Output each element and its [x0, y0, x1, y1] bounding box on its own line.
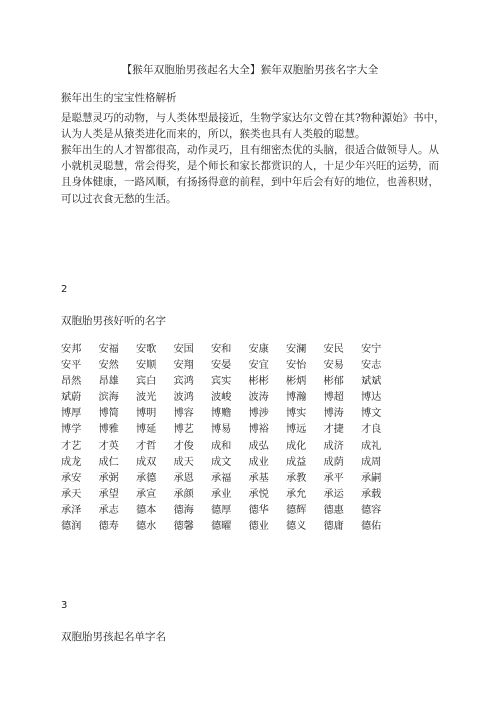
name-cell: 波光	[136, 392, 157, 404]
name-cell: 德华	[248, 504, 269, 516]
name-cell: 彬炳	[286, 376, 307, 388]
name-cell: 承安	[61, 472, 82, 484]
name-cell: 承志	[98, 504, 119, 516]
name-cell: 安志	[361, 360, 382, 372]
name-cell: 博简	[98, 408, 119, 420]
name-cell: 德寿	[98, 521, 119, 533]
name-cell: 博厚	[61, 408, 82, 420]
name-cell: 成龙	[61, 456, 82, 468]
name-cell: 承福	[211, 472, 232, 484]
name-cell: 安歌	[136, 344, 157, 355]
name-cell: 博赡	[211, 408, 232, 420]
name-cell: 成天	[173, 456, 194, 468]
name-cell: 博明	[136, 408, 157, 420]
name-cell: 承德	[136, 472, 157, 484]
name-cell: 承弼	[98, 472, 119, 484]
name-cell: 承基	[248, 472, 269, 484]
name-cell: 德厚	[211, 504, 232, 516]
name-cell: 德本	[136, 504, 157, 516]
name-cell: 安和	[211, 344, 232, 355]
name-cell: 德水	[136, 521, 157, 533]
name-cell: 成双	[136, 456, 157, 468]
name-cell: 博裕	[248, 424, 269, 436]
name-cell: 博学	[61, 424, 82, 436]
name-cell: 博瀚	[286, 392, 307, 404]
name-cell: 昂然	[61, 376, 82, 388]
name-cell: 安翔	[173, 360, 194, 372]
name-cell: 才俊	[173, 440, 194, 452]
page-number-3: 3	[61, 600, 68, 611]
name-cell: 德义	[286, 521, 307, 533]
name-cell: 博易	[211, 424, 232, 436]
name-cell: 成业	[248, 456, 269, 468]
name-cell: 承业	[211, 488, 232, 500]
document-title: 【猴年双胞胎男孩起名大全】猴年双胞胎男孩名字大全	[121, 64, 379, 76]
paragraph-personality: 猴年出生的人才智都很高，动作灵巧，且有细密杰优的头脑，很适合做领导人。从小就机灵聪慧，常会得奖，是个师长和家长都赏识的人，十足少年兴旺的运势，而且身体健康，一路风顺，有扬扬得意的前程，到中年后会有好的地位，也善积财，可以过衣食无愁的生活。	[61, 144, 439, 205]
name-cell: 安晏	[211, 360, 232, 372]
name-cell: 德馨	[173, 521, 194, 533]
name-cell: 波峻	[211, 392, 232, 404]
section-heading-personality: 猴年出生的宝宝性格解析	[61, 92, 177, 104]
name-cell: 安顺	[136, 360, 157, 372]
name-cell: 承宣	[136, 488, 157, 500]
name-cell: 斌斌	[361, 376, 382, 388]
name-cell: 承颜	[173, 488, 194, 500]
name-cell: 承望	[98, 488, 119, 500]
name-cell: 德曜	[211, 521, 232, 533]
name-cell: 承泽	[61, 504, 82, 516]
name-cell: 安康	[248, 344, 269, 355]
name-cell: 彬郁	[323, 376, 344, 388]
name-cell: 博延	[136, 424, 157, 436]
name-cell: 宾鸿	[173, 376, 194, 388]
name-cell: 滨海	[98, 392, 119, 404]
name-cell: 德佑	[361, 521, 382, 533]
name-cell: 成荫	[323, 456, 344, 468]
name-cell: 才哲	[136, 440, 157, 452]
name-cell: 成和	[211, 440, 232, 452]
name-cell: 安澜	[286, 344, 307, 355]
name-cell: 安然	[98, 360, 119, 372]
name-cell: 博容	[173, 408, 194, 420]
name-cell: 博超	[323, 392, 344, 404]
name-cell: 宾实	[211, 376, 232, 388]
name-cell: 承恩	[173, 472, 194, 484]
name-cell: 波涛	[248, 392, 269, 404]
name-cell: 德惠	[323, 504, 344, 516]
name-cell: 安邦	[61, 344, 82, 355]
name-cell: 承运	[323, 488, 344, 500]
name-cell: 成周	[361, 456, 382, 468]
name-cell: 博涉	[248, 408, 269, 420]
name-cell: 承允	[286, 488, 307, 500]
name-cell: 宾白	[136, 376, 157, 388]
name-cell: 才捷	[323, 424, 344, 436]
name-cell: 成益	[286, 456, 307, 468]
name-cell: 博达	[361, 392, 382, 404]
name-cell: 才良	[361, 424, 382, 436]
name-cell: 才英	[98, 440, 119, 452]
name-cell: 博涛	[323, 408, 344, 420]
name-cell: 成仁	[98, 456, 119, 468]
name-cell: 安平	[61, 360, 82, 372]
name-cell: 彬彬	[248, 376, 269, 388]
name-cell: 承教	[286, 472, 307, 484]
name-cell: 安国	[173, 344, 194, 355]
names-grid	[61, 342, 399, 535]
name-cell: 成化	[286, 440, 307, 452]
name-cell: 安宜	[248, 360, 269, 372]
name-cell: 承天	[61, 488, 82, 500]
section-heading-good-names: 双胞胎男孩好听的名字	[61, 315, 166, 327]
name-cell: 德业	[248, 521, 269, 533]
name-cell: 波鸿	[173, 392, 194, 404]
name-cell: 昂雄	[98, 376, 119, 388]
name-cell: 才艺	[61, 440, 82, 452]
name-cell: 博艺	[173, 424, 194, 436]
name-cell: 德庸	[323, 521, 344, 533]
name-cell: 博雅	[98, 424, 119, 436]
name-cell: 承载	[361, 488, 382, 500]
section-heading-single-names: 双胞胎男孩起名单字名	[61, 631, 166, 643]
name-cell: 成济	[323, 440, 344, 452]
name-cell: 承嗣	[361, 472, 382, 484]
name-cell: 承悦	[248, 488, 269, 500]
name-cell: 博文	[361, 408, 382, 420]
name-cell: 德润	[61, 521, 82, 533]
paragraph-intro: 是聪慧灵巧的动物，与人类体型最接近，生物学家达尔文曾在其?物种源始》书中，认为人类是从猿类进化而来的，所以，猴类也具有人类般的聪慧。	[61, 112, 445, 141]
name-cell: 德海	[173, 504, 194, 516]
name-cell: 德容	[361, 504, 382, 516]
name-cell: 成弘	[248, 440, 269, 452]
name-cell: 博实	[286, 408, 307, 420]
name-cell: 承平	[323, 472, 344, 484]
name-cell: 博远	[286, 424, 307, 436]
name-cell: 斌蔚	[61, 392, 82, 404]
name-cell: 安宁	[361, 344, 382, 355]
name-cell: 成文	[211, 456, 232, 468]
name-cell: 安福	[98, 344, 119, 355]
name-cell: 安民	[323, 344, 344, 355]
name-cell: 安怡	[286, 360, 307, 372]
name-cell: 成礼	[361, 440, 382, 452]
name-cell: 安易	[323, 360, 344, 372]
page-number-2: 2	[61, 284, 68, 295]
name-cell: 德辉	[286, 504, 307, 516]
